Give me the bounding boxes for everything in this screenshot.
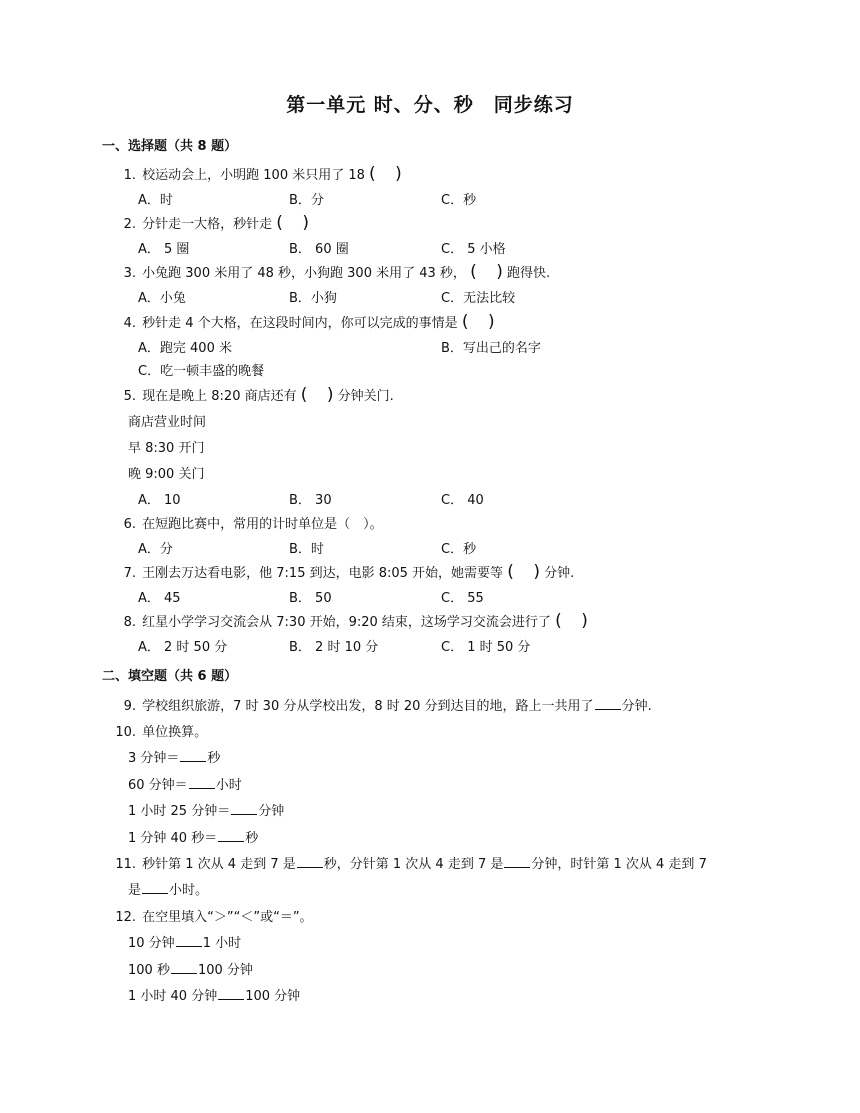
context-line: 商店营业时间 xyxy=(128,415,207,430)
question-text: 小兔跑 300 米用了 48 秒，小狗跑 300 米用了 43 秒， xyxy=(142,266,466,281)
option-c: C．吃一顿丰盛的晚餐 xyxy=(138,364,265,379)
option-b: B． 50 xyxy=(289,591,332,606)
question-8: 8. 红星小学学习交流会从 7:30 开始，9:20 结束，这场学习交流会进行了 ( ) xyxy=(123,611,588,631)
question-9: 9. 学校组织旅游，7 时 30 分从学校出发，8 时 20 分到达目的地，路上一共用了 分钟. xyxy=(123,699,652,714)
option-a: A．跑完 400 米 xyxy=(138,341,232,356)
conversion-line: 3 分钟＝ 秒 xyxy=(128,751,221,766)
answer-blank[interactable] xyxy=(218,829,244,842)
answer-paren-close: ) xyxy=(496,262,503,282)
answer-paren-close: ) xyxy=(487,312,495,332)
conversion-line: 60 分钟＝ 小时 xyxy=(128,778,242,793)
question-text: 分针走一大格，秒针走 xyxy=(142,217,277,232)
option-c: C．无法比较 xyxy=(441,291,516,306)
answer-paren-open: ( xyxy=(369,164,376,184)
option-b: B．分 xyxy=(289,193,324,208)
question-text: 校运动会上，小明跑 100 米只用了 18 xyxy=(142,168,370,183)
answer-paren-open: ( xyxy=(470,262,477,282)
answer-blank[interactable] xyxy=(297,855,323,868)
question-3: 3. 小兔跑 300 米用了 48 秒，小狗跑 300 米用了 43 秒， ( ) 跑得快. xyxy=(123,262,551,282)
option-a: A． 5 圈 xyxy=(138,242,190,257)
answer-paren-close: ) xyxy=(395,164,402,184)
question-1: 1. 校运动会上，小明跑 100 米只用了 18 ( ) xyxy=(123,164,402,184)
answer-paren-open: ( xyxy=(461,312,469,332)
answer-paren-close: ) xyxy=(326,385,334,405)
option-a: A．小兔 xyxy=(138,291,186,306)
answer-paren-open: ( xyxy=(555,611,562,631)
answer-blank[interactable] xyxy=(171,961,197,974)
option-b: B． 60 圈 xyxy=(289,242,349,257)
answer-blank[interactable] xyxy=(176,934,202,947)
option-a: A． 45 xyxy=(138,591,181,606)
answer-paren-open: ( xyxy=(507,562,514,582)
question-2: 2. 分针走一大格，秒针走 ( ) xyxy=(123,213,310,233)
option-a: A．时 xyxy=(138,193,173,208)
question-text: 王刚去万达看电影，他 7:15 到达，电影 8:05 开始，她需要等 xyxy=(142,566,508,581)
question-10: 10. 单位换算。 xyxy=(115,725,208,740)
question-6: 6. 在短跑比赛中，常用的计时单位是（ ）。 xyxy=(123,517,383,532)
question-text: 在短跑比赛中，常用的计时单位是（ ）。 xyxy=(142,517,383,532)
option-c: C． 5 小格 xyxy=(441,242,506,257)
answer-blank[interactable] xyxy=(218,987,244,1000)
page-title: 第一单元 时、分、秒 同步练习 xyxy=(286,94,574,116)
question-11: 11. 秒针第 1 次从 4 走到 7 是 秒，分针第 1 次从 4 走到 7 是 分钟，时针第 1 次从 4 走到 7 xyxy=(115,857,707,872)
option-c: C． 1 时 50 分 xyxy=(441,640,531,655)
question-text-end: 分钟. xyxy=(544,566,575,581)
compare-line: 1 小时 40 分钟 100 分钟 xyxy=(128,989,301,1004)
answer-paren-close: ) xyxy=(302,213,310,233)
option-b: B．时 xyxy=(289,542,324,557)
option-b: B． 30 xyxy=(289,493,332,508)
answer-blank[interactable] xyxy=(595,697,621,710)
question-text: 秒针走 4 个大格，在这段时间内，你可以完成的事情是 xyxy=(142,316,462,331)
answer-paren-close: ) xyxy=(533,562,540,582)
question-text: 现在是晚上 8:20 商店还有 xyxy=(142,389,301,404)
question-12: 12. 在空里填入“＞”“＜”或“＝”。 xyxy=(115,910,313,925)
answer-blank[interactable] xyxy=(189,776,215,789)
conversion-line: 1 小时 25 分钟＝ 分钟 xyxy=(128,804,285,819)
option-a: A． 10 xyxy=(138,493,181,508)
option-b: B．小狗 xyxy=(289,291,337,306)
conversion-line: 1 分钟 40 秒＝ 秒 xyxy=(128,831,259,846)
answer-paren-close: ) xyxy=(581,611,588,631)
question-4: 4. 秒针走 4 个大格，在这段时间内，你可以完成的事情是 ( ) xyxy=(123,312,495,332)
option-c: C． 40 xyxy=(441,493,484,508)
question-11-continued: 是 小时。 xyxy=(128,883,209,898)
section-heading-fill: 二、填空题（共 6 题） xyxy=(102,669,238,684)
compare-line: 10 分钟 1 小时 xyxy=(128,936,242,951)
option-c: C．秒 xyxy=(441,542,477,557)
answer-paren-open: ( xyxy=(276,213,283,233)
option-a: A．分 xyxy=(138,542,173,557)
question-7: 7. 王刚去万达看电影，他 7:15 到达，电影 8:05 开始，她需要等 ( ) 分钟. xyxy=(123,562,575,582)
option-c: C． 55 xyxy=(441,591,484,606)
context-line: 早 8:30 开门 xyxy=(128,441,205,456)
answer-blank[interactable] xyxy=(231,802,257,815)
question-text-end: 分钟关门. xyxy=(337,389,394,404)
answer-blank[interactable] xyxy=(142,881,168,894)
answer-blank[interactable] xyxy=(180,749,206,762)
compare-line: 100 秒 100 分钟 xyxy=(128,963,253,978)
answer-blank[interactable] xyxy=(504,855,530,868)
answer-paren-open: ( xyxy=(300,385,308,405)
section-heading-choice: 一、选择题（共 8 题） xyxy=(102,139,238,154)
question-text-end: 跑得快. xyxy=(506,266,551,281)
context-line: 晚 9:00 关门 xyxy=(128,467,205,482)
option-a: A． 2 时 50 分 xyxy=(138,640,228,655)
question-5: 5. 现在是晚上 8:20 商店还有 ( ) 分钟关门. xyxy=(123,385,394,405)
option-b: B．写出己的名字 xyxy=(441,341,541,356)
option-c: C．秒 xyxy=(441,193,477,208)
option-b: B． 2 时 10 分 xyxy=(289,640,379,655)
question-text: 红星小学学习交流会从 7:30 开始，9:20 结束，这场学习交流会进行了 xyxy=(142,615,556,630)
